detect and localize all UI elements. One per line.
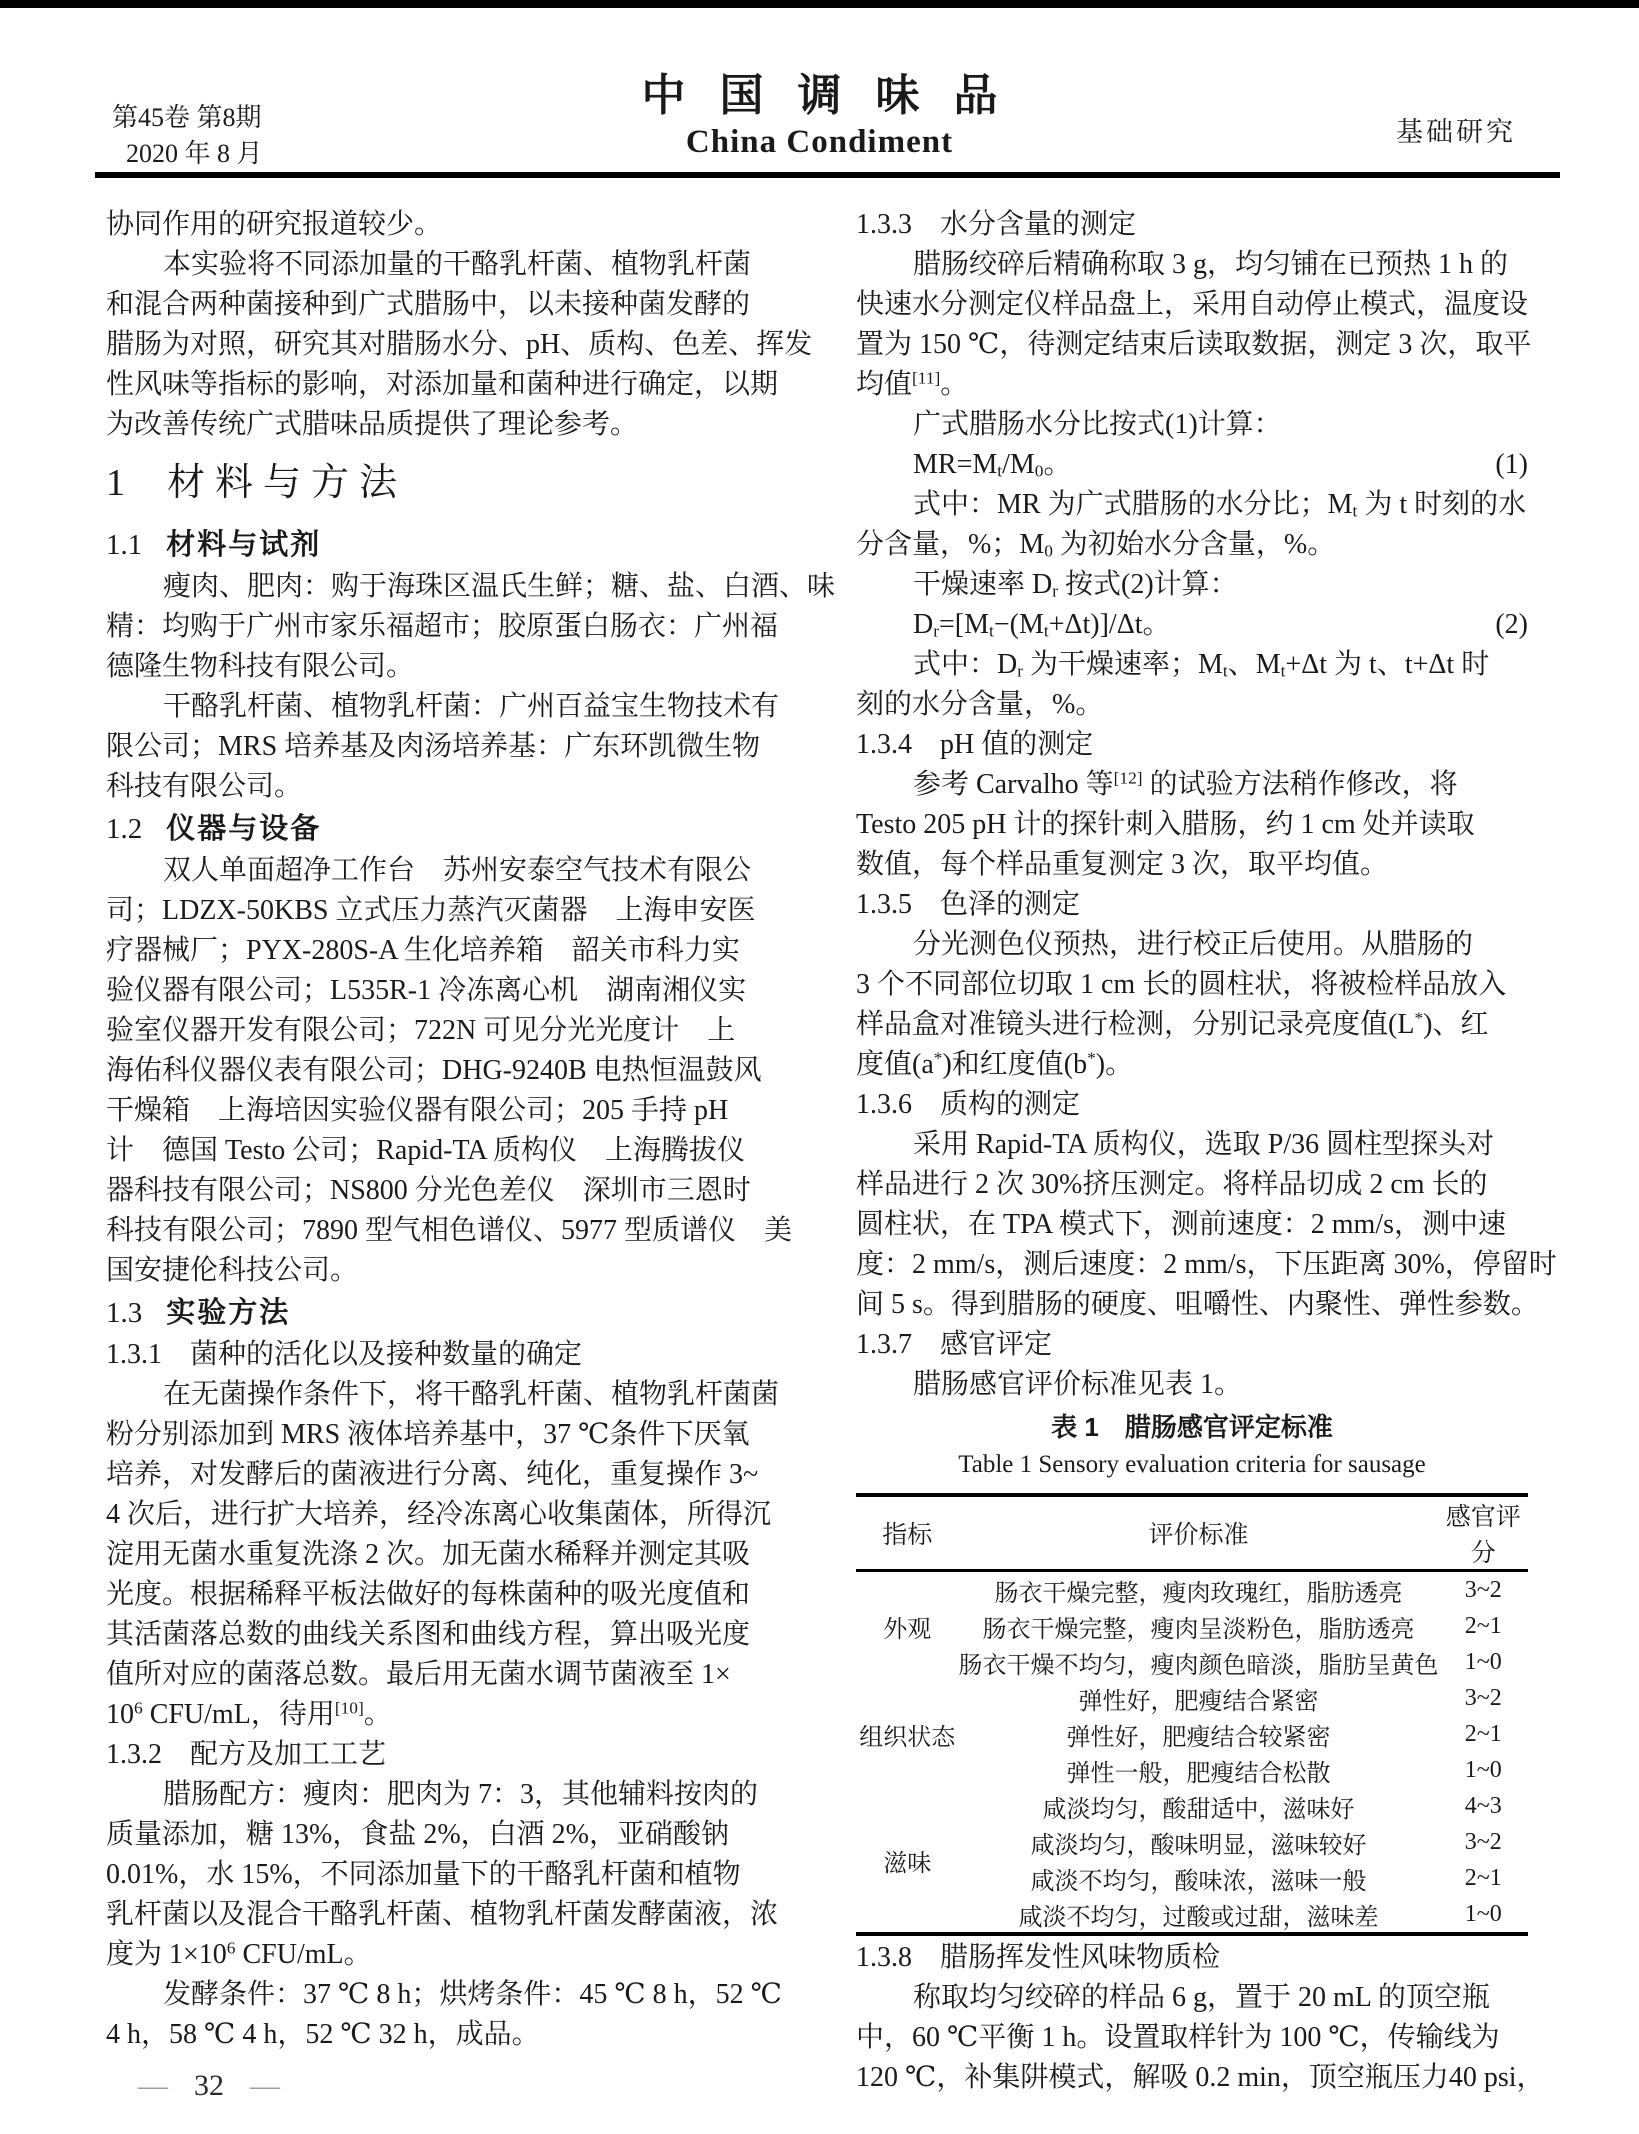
sensory-evaluation-table (856, 1493, 1528, 1936)
group-cell-taste: 滋味 (883, 1850, 932, 1877)
table-caption-en: Table 1 Sensory evaluation criteria for sausage (958, 1451, 1426, 1478)
text-line: 国安捷伦科技公司。 (106, 1255, 359, 1286)
text-line: 其活菌落总数的曲线关系图和曲线方程，算出吸光度 (106, 1619, 751, 1650)
text-line: 广式腊肠水分比按式(1)计算： (913, 409, 1282, 440)
text-line: 快速水分测定仪样品盘上，采用自动停止模式，温度设 (856, 289, 1529, 320)
equation-1 (856, 445, 1528, 485)
text-line: 数值，每个样品重复测定 3 次，取平均值。 (856, 849, 1389, 880)
score-cell: 1~0 (1464, 1648, 1502, 1675)
heading-1-3-5-color-determination: 1.3.5 色泽的测定 (856, 889, 1081, 920)
text-line: 0.01%，水 15%，不同添加量下的干酪乳杆菌和植物 (106, 1859, 741, 1890)
text-line: 质量添加，糖 13%，食盐 2%，白酒 2%，亚硝酸钠 (106, 1819, 729, 1850)
score-cell: 3~2 (1464, 1828, 1502, 1855)
heading-1-1-materials-reagents (106, 523, 766, 567)
equation-number: (2) (1495, 609, 1528, 640)
score-cell: 1~0 (1464, 1900, 1502, 1927)
table-caption-cn: 表 1 腊肠感官评定标准 (1051, 1412, 1333, 1442)
heading-number: 1.2 (106, 813, 143, 845)
heading-title: 材料与方法 (167, 462, 408, 504)
text-line: 3 个不同部位切取 1 cm 长的圆柱状，将被检样品放入 (856, 969, 1507, 1000)
heading-1-3-2-recipe-processing: 1.3.2 配方及加工工艺 (106, 1739, 387, 1770)
text-line: 分含量，%；$M_0$ 为初始水分含量，%。 (856, 529, 1336, 561)
text-line: 值所对应的菌落总数。最后用无菌水调节菌液至 1× (106, 1659, 731, 1690)
text-line: 双人单面超净工作台 苏州安泰空气技术有限公 (163, 855, 752, 886)
heading-1-3-3-moisture-determination: 1.3.3 水分含量的测定 (856, 209, 1137, 240)
text-line: 4 次后，进行扩大培养，经冷冻离心收集菌体，所得沉 (106, 1499, 772, 1530)
column-header-score: 感官评分 (1439, 1495, 1529, 1571)
text-line: 本实验将不同添加量的干酪乳杆菌、植物乳杆菌 (163, 249, 752, 280)
page-number-dash: — (138, 2069, 168, 2102)
column-header-indicator: 指标 (856, 1495, 959, 1571)
journal-title-en: China Condiment (685, 124, 954, 160)
page-number-line (138, 2066, 280, 2106)
equation-body: $MR=M_t/M_0$。 (913, 449, 1072, 481)
text-line: 瘦肉、肥肉：购于海珠区温氏生鲜；糖、盐、白酒、味 (163, 571, 836, 602)
text-line: 干酪乳杆菌、植物乳杆菌：广州百益宝生物技术有 (163, 691, 780, 722)
text-line: 精：均购于广州市家乐福超市；胶原蛋白肠衣：广州福 (106, 611, 779, 642)
text-line: 腊肠配方：瘦肉：肥肉为 7：3，其他辅料按肉的 (163, 1779, 759, 1810)
heading-title: 实验方法 (166, 1297, 291, 1329)
right-column (856, 205, 1557, 2098)
score-cell: 3~2 (1464, 1576, 1502, 1603)
score-cell: 2~1 (1464, 1864, 1502, 1891)
text-line: 度值(a*)和红度值(b*)。 (856, 1048, 1134, 1080)
header-rule (95, 172, 1560, 178)
criteria-cell: 弹性一般，肥瘦结合松散 (1066, 1760, 1331, 1787)
column-label: 基础研究 (1396, 117, 1516, 147)
score-cell: 2~1 (1464, 1612, 1502, 1639)
heading-number: 1 (106, 462, 125, 504)
criteria-cell: 弹性好，肥瘦结合较紧密 (1066, 1724, 1331, 1751)
text-line: 司；LDZX-50KBS 立式压力蒸汽灭菌器 上海申安医 (106, 895, 756, 926)
text-line: 验室仪器开发有限公司；722N 可见分光光度计 上 (106, 1015, 736, 1046)
criteria-cell: 弹性好，肥瘦结合紧密 (1078, 1688, 1319, 1715)
table-row (856, 1680, 1528, 1716)
text-line: 式中：$D_r$ 为干燥速率；$M_t$、$M_t+\Delta t$ 为 t、t+Δt 时 (913, 649, 1490, 681)
text-line: 参考 Carvalho 等[12] 的试验方法稍作修改，将 (913, 768, 1458, 800)
text-line: 培养，对发酵后的菌液进行分离、纯化，重复操作 3~ (106, 1459, 759, 1490)
heading-1-3-experimental-methods (106, 1291, 766, 1335)
group-cell-appearance: 外观 (883, 1616, 932, 1643)
text-line: 间 5 s。得到腊肠的硬度、咀嚼性、内聚性、弹性参数。 (856, 1289, 1539, 1320)
text-line: 称取均匀绞碎的样品 6 g，置于 20 mL 的顶空瓶 (913, 1982, 1490, 2013)
heading-1-3-4-ph-determination: 1.3.4 pH 值的测定 (856, 729, 1094, 760)
equation-number: (1) (1495, 449, 1528, 480)
text-line: 腊肠绞碎后精确称取 3 g，均匀铺在已预热 1 h 的 (913, 249, 1509, 280)
equation-body: $D_r=[M_t-(M_t+\Delta t)]/\Delta t$。 (913, 609, 1171, 641)
text-line: 在无菌操作条件下，将干酪乳杆菌、植物乳杆菌菌 (163, 1379, 780, 1410)
text-line: 中，60 ℃平衡 1 h。设置取样针为 100 ℃，传输线为 (856, 2022, 1500, 2053)
text-line: 度：2 mm/s，测后速度：2 mm/s，下压距离 30%，停留时 (856, 1249, 1557, 1280)
text-line: 4 h，58 ℃ 4 h，52 ℃ 32 h，成品。 (106, 2019, 540, 2050)
text-line: 疗器械厂；PYX-280S-A 生化培养箱 韶关市科力实 (106, 935, 740, 966)
text-line: Testo 205 pH 计的探针刺入腊肠，约 1 cm 处并读取 (856, 809, 1475, 840)
text-line: 乳杆菌以及混合干酪乳杆菌、植物乳杆菌发酵菌液，浓 (106, 1899, 779, 1930)
text-line: 腊肠感官评价标准见表 1。 (913, 1369, 1243, 1400)
text-line: 均值[11]。 (856, 368, 969, 400)
text-line: 性风味等指标的影响，对添加量和菌种进行确定，以期 (106, 369, 779, 400)
criteria-cell: 咸淡不均匀，过酸或过甜，滋味差 (1018, 1904, 1379, 1931)
text-line: 器科技有限公司；NS800 分光色差仪 深圳市三恩时 (106, 1175, 751, 1206)
text-line: 淀用无菌水重复洗涤 2 次。加无菌水稀释并测定其吸 (106, 1539, 751, 1570)
text-line: 度为 $1\times 10^6$ CFU/mL。 (106, 1938, 372, 1970)
heading-number: 1.1 (106, 529, 143, 561)
equation-2 (856, 605, 1528, 645)
text-line: 粉分别添加到 MRS 液体培养基中，37 ℃条件下厌氧 (106, 1419, 750, 1450)
heading-1-3-8-volatile-flavor: 1.3.8 腊肠挥发性风味物质检 (856, 1942, 1221, 1973)
criteria-cell: 肠衣干燥完整，瘦肉呈淡粉色，脂肪透亮 (982, 1616, 1415, 1643)
text-line: 为改善传统广式腊味品质提供了理论参考。 (106, 409, 639, 440)
text-line: $10^6$ CFU/mL，待用[10]。 (106, 1698, 392, 1730)
heading-1-3-6-texture-determination: 1.3.6 质构的测定 (856, 1089, 1081, 1120)
text-line: 腊肠为对照，研究其对腊肠水分、pH、质构、色差、挥发 (106, 329, 813, 360)
text-line: 样品进行 2 次 30%挤压测定。将样品切成 2 cm 长的 (856, 1169, 1488, 1200)
criteria-cell: 肠衣干燥不均匀，瘦肉颜色暗淡，脂肪呈黄色 (958, 1652, 1439, 1679)
heading-1-2-instruments-equipment (106, 807, 766, 851)
text-line: 海佑科仪器仪表有限公司；DHG-9240B 电热恒温鼓风 (106, 1055, 762, 1086)
group-cell-tissue-state: 组织状态 (859, 1724, 956, 1751)
text-line: 验仪器有限公司；L535R-1 冷冻离心机 湖南湘仪实 (106, 975, 747, 1006)
issue-date: 2020 年 8 月 (126, 139, 263, 168)
heading-1-materials-and-methods (106, 457, 766, 509)
journal-title-block (0, 72, 1639, 162)
criteria-cell: 咸淡均匀，酸味明显，滋味较好 (1030, 1832, 1367, 1859)
page-top-scan-bar (0, 0, 1639, 8)
text-line: 限公司；MRS 培养基及肉汤培养基：广东环凯微生物 (106, 731, 761, 762)
text-line: 式中：MR 为广式腊肠的水分比；$M_t$ 为 t 时刻的水 (913, 489, 1527, 521)
text-line: 干燥箱 上海培因实验仪器有限公司；205 手持 pH (106, 1095, 729, 1126)
text-line: 分光测色仪预热，进行校正后使用。从腊肠的 (913, 929, 1474, 960)
table-row (856, 1571, 1528, 1609)
text-line: 光度。根据稀释平板法做好的每株菌种的吸光度值和 (106, 1579, 751, 1610)
column-header-criteria: 评价标准 (959, 1495, 1439, 1571)
text-line: 干燥速率 $D_r$ 按式(2)计算： (913, 569, 1238, 601)
left-column (106, 205, 836, 2055)
text-line: 科技有限公司。 (106, 771, 303, 802)
score-cell: 4~3 (1464, 1792, 1502, 1819)
table-header-row (856, 1495, 1528, 1571)
score-cell: 1~0 (1464, 1756, 1502, 1783)
score-cell: 3~2 (1464, 1684, 1502, 1711)
text-line: 采用 Rapid-TA 质构仪，选取 P/36 圆柱型探头对 (913, 1129, 1495, 1160)
heading-1-3-7-sensory-evaluation: 1.3.7 感官评定 (856, 1329, 1053, 1360)
journal-title-cn: 中国调味品 (641, 71, 1032, 120)
heading-title: 材料与试剂 (166, 529, 322, 561)
heading-title: 仪器与设备 (166, 813, 322, 845)
text-line: 120 ℃，补集阱模式，解吸 0.2 min，顶空瓶压力40 psi， (856, 2062, 1545, 2093)
heading-number: 1.3 (106, 1297, 143, 1329)
criteria-cell: 咸淡不均匀，酸味浓，滋味一般 (1030, 1868, 1367, 1895)
text-line: 发酵条件：37 ℃ 8 h；烘烤条件：45 ℃ 8 h，52 ℃ (163, 1979, 782, 2010)
text-line: 样品盒对准镜头进行检测，分别记录亮度值(L*)、红 (856, 1008, 1489, 1040)
page-number: 32 (194, 2069, 224, 2102)
score-cell: 2~1 (1464, 1720, 1502, 1747)
criteria-cell: 咸淡均匀，酸甜适中，滋味好 (1042, 1796, 1355, 1823)
table-row (856, 1788, 1528, 1824)
heading-1-3-1-strain-activation: 1.3.1 菌种的活化以及接种数量的确定 (106, 1339, 583, 1370)
page-number-dash: — (250, 2069, 280, 2102)
text-line: 和混合两种菌接种到广式腊肠中，以未接种菌发酵的 (106, 289, 751, 320)
text-line: 刻的水分含量，%。 (856, 689, 1104, 720)
text-line: 计 德国 Testo 公司；Rapid-TA 质构仪 上海腾拔仪 (106, 1135, 745, 1166)
text-line: 圆柱状，在 TPA 模式下，测前速度：2 mm/s，测中速 (856, 1209, 1507, 1240)
text-line: 科技有限公司；7890 型气相色谱仪、5977 型质谱仪 美 (106, 1215, 793, 1246)
text-line: 协同作用的研究报道较少。 (106, 209, 443, 240)
volume-issue: 第45卷 第8期 (112, 103, 262, 132)
text-line: 置为 150 ℃，待测定结束后读取数据，测定 3 次，取平 (856, 329, 1532, 360)
text-line: 德隆生物科技有限公司。 (106, 651, 415, 682)
criteria-cell: 肠衣干燥完整，瘦肉玫瑰红，脂肪透亮 (994, 1580, 1403, 1607)
